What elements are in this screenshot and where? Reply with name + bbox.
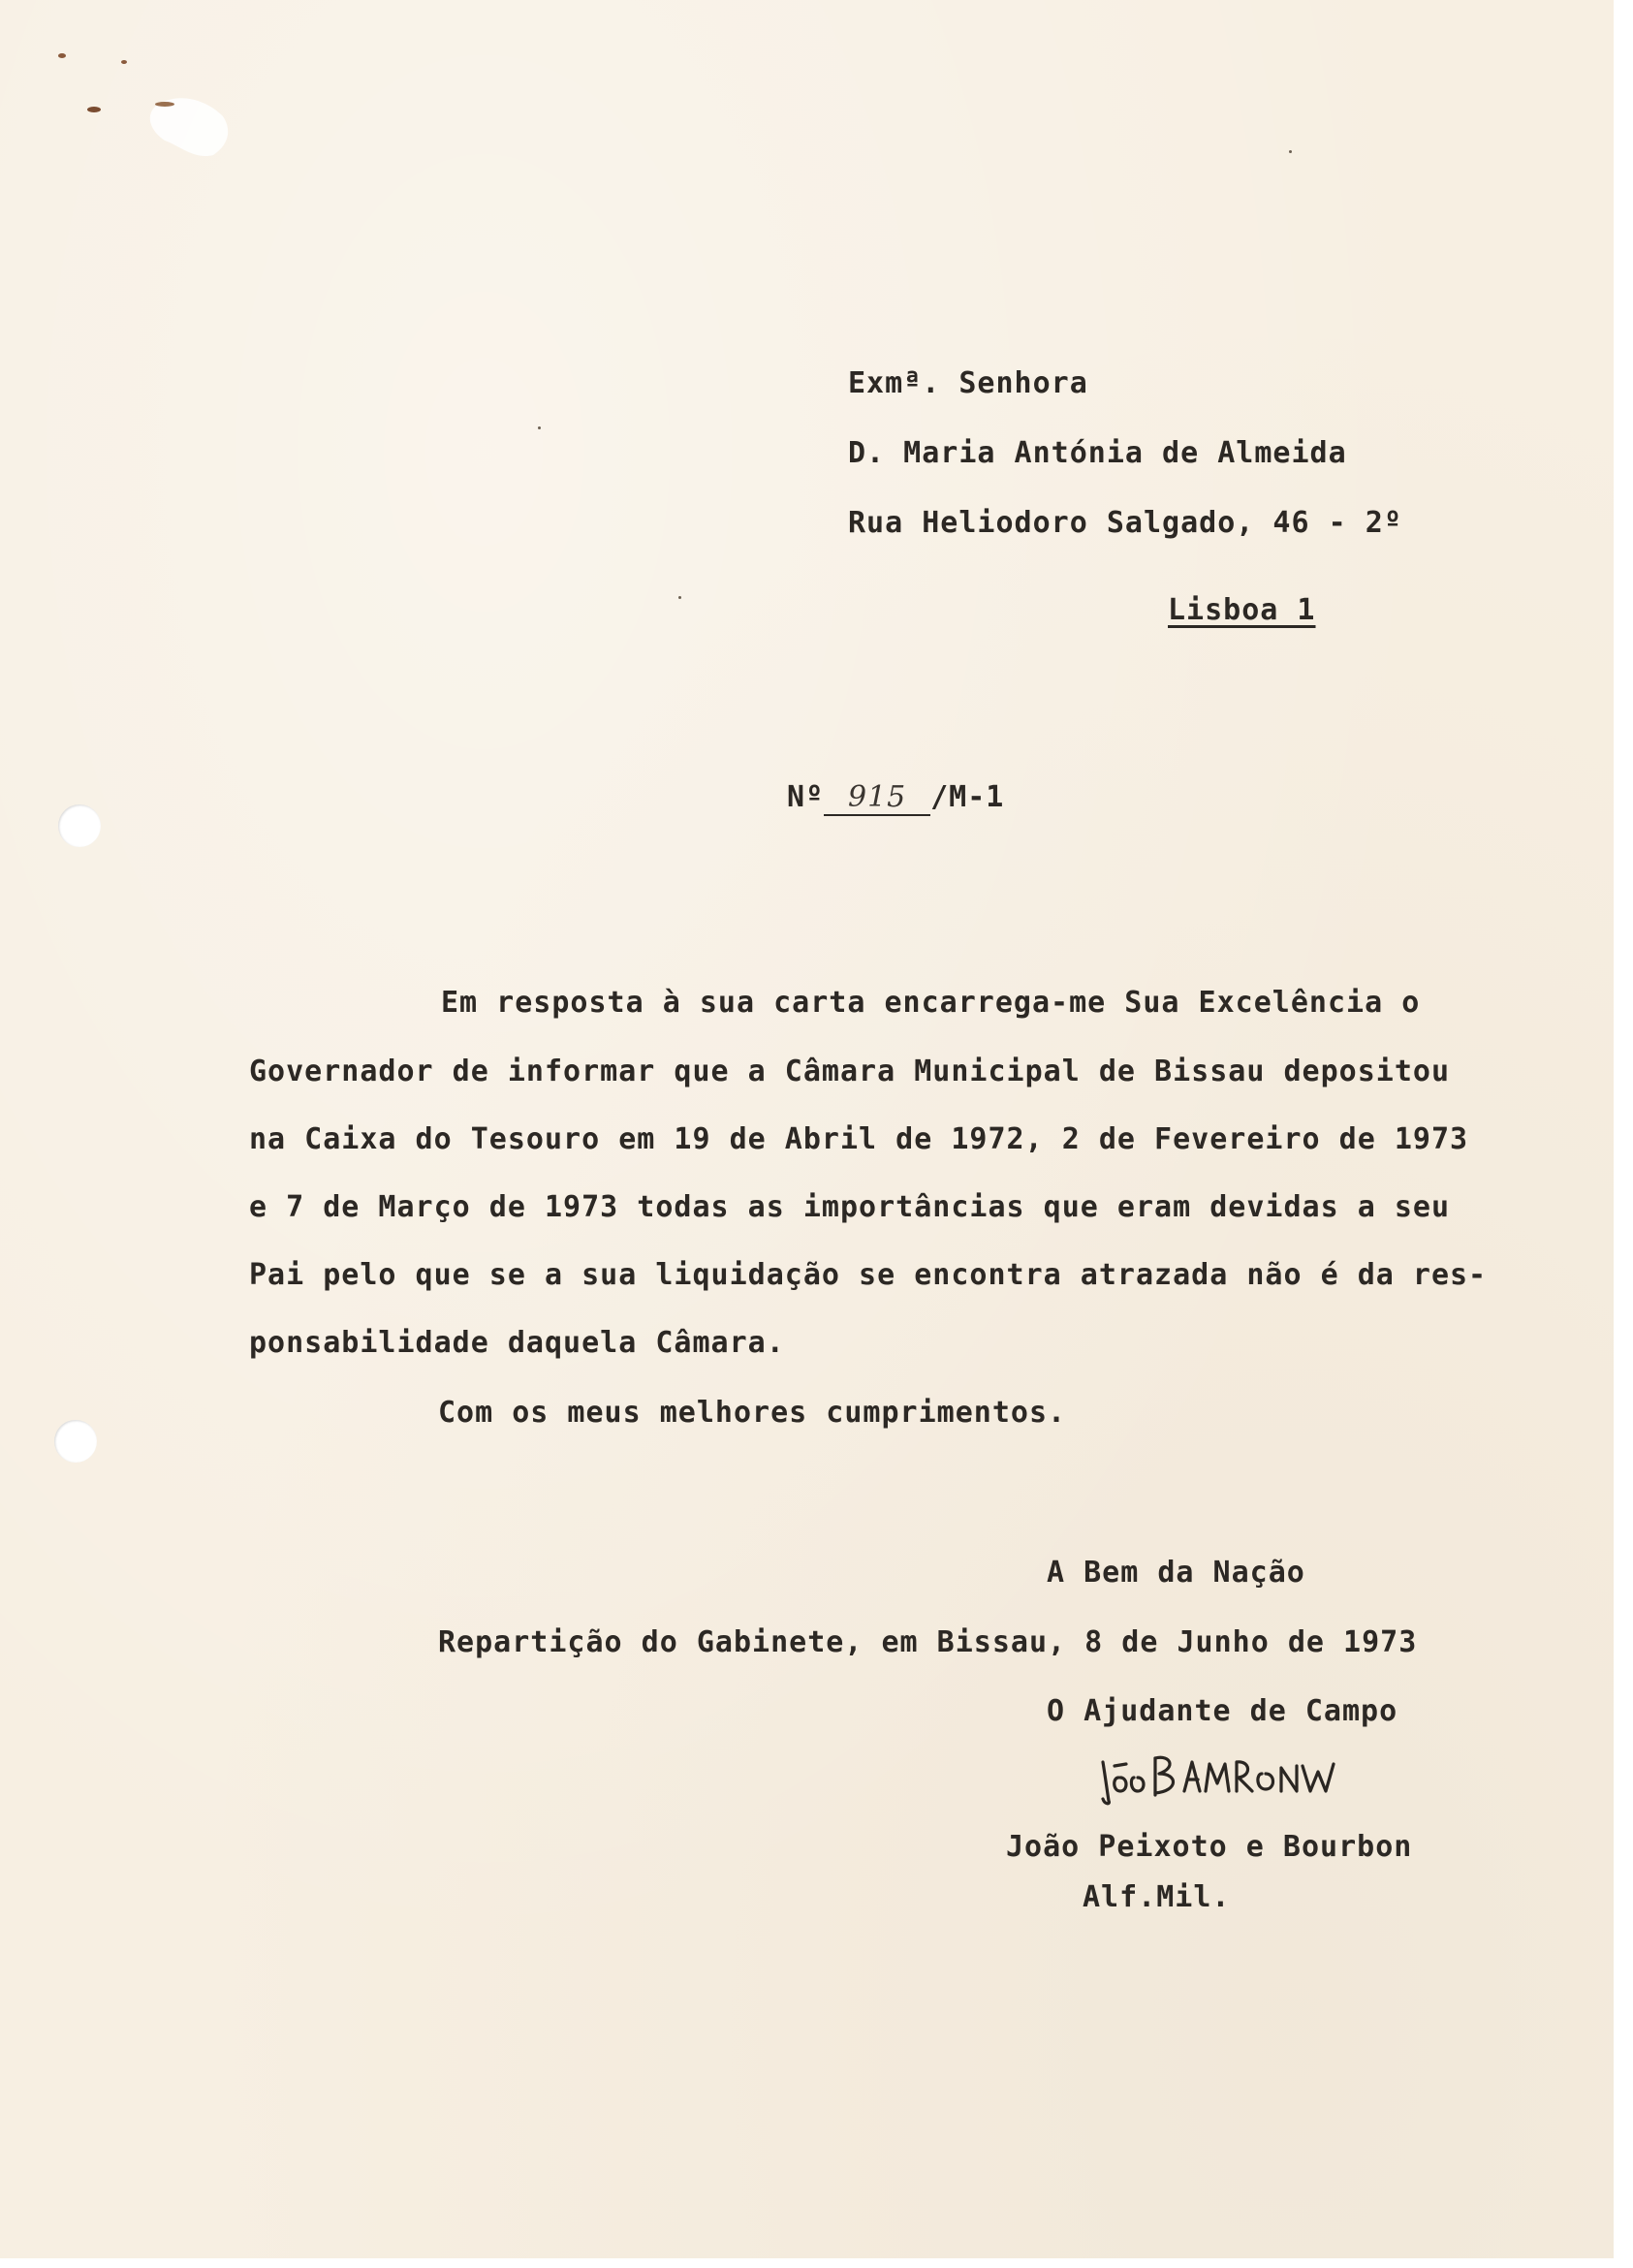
corner-damage-mark	[136, 87, 252, 165]
stain-speck	[87, 107, 101, 112]
reference-line	[787, 780, 1004, 816]
body-line: Governador de informar que a Câmara Municipal de Bissau depositou	[249, 1055, 1450, 1088]
page-edge	[1614, 0, 1633, 2258]
handwritten-signature	[1095, 1745, 1357, 1812]
body-line: na Caixa do Tesouro em 19 de Abril de 1972, 2 de Fevereiro de 1973	[249, 1122, 1469, 1156]
body-line: Em resposta à sua carta encarrega-me Sua Excelência o	[441, 986, 1421, 1020]
stain-speck	[58, 53, 66, 58]
stain-speck	[155, 102, 174, 107]
stain-speck	[538, 426, 541, 429]
signer-role: O Ajudante de Campo	[1047, 1694, 1398, 1728]
place-date: Repartição do Gabinete, em Bissau, 8 de Junho de 1973	[438, 1625, 1418, 1659]
reference-number: 915	[824, 781, 930, 816]
signer-name: João Peixoto e Bourbon	[1006, 1830, 1413, 1864]
punch-hole-top	[58, 804, 101, 847]
signer-rank: Alf.Mil.	[1083, 1880, 1231, 1914]
stain-speck	[121, 60, 127, 64]
punch-hole-bottom	[54, 1420, 97, 1463]
body-line: Pai pelo que se a sua liquidação se encontra atrazada não é da res-	[249, 1258, 1488, 1292]
stain-speck	[678, 596, 681, 599]
body-line: e 7 de Março de 1973 todas as importâncias que eram devidas a seu	[249, 1190, 1450, 1224]
recipient-salutation: Exmª. Senhora	[848, 366, 1088, 400]
recipient-street: Rua Heliodoro Salgado, 46 - 2º	[848, 506, 1402, 540]
closing-line: Com os meus melhores cumprimentos.	[438, 1396, 1067, 1430]
motto: A Bem da Nação	[1047, 1556, 1305, 1590]
reference-prefix: Nº	[787, 780, 825, 814]
stain-speck	[1289, 150, 1292, 153]
reference-suffix: /M-1	[930, 780, 1005, 814]
recipient-city: Lisboa 1	[1168, 593, 1316, 627]
body-line: ponsabilidade daquela Câmara.	[249, 1326, 785, 1360]
recipient-name: D. Maria Antónia de Almeida	[848, 436, 1347, 470]
